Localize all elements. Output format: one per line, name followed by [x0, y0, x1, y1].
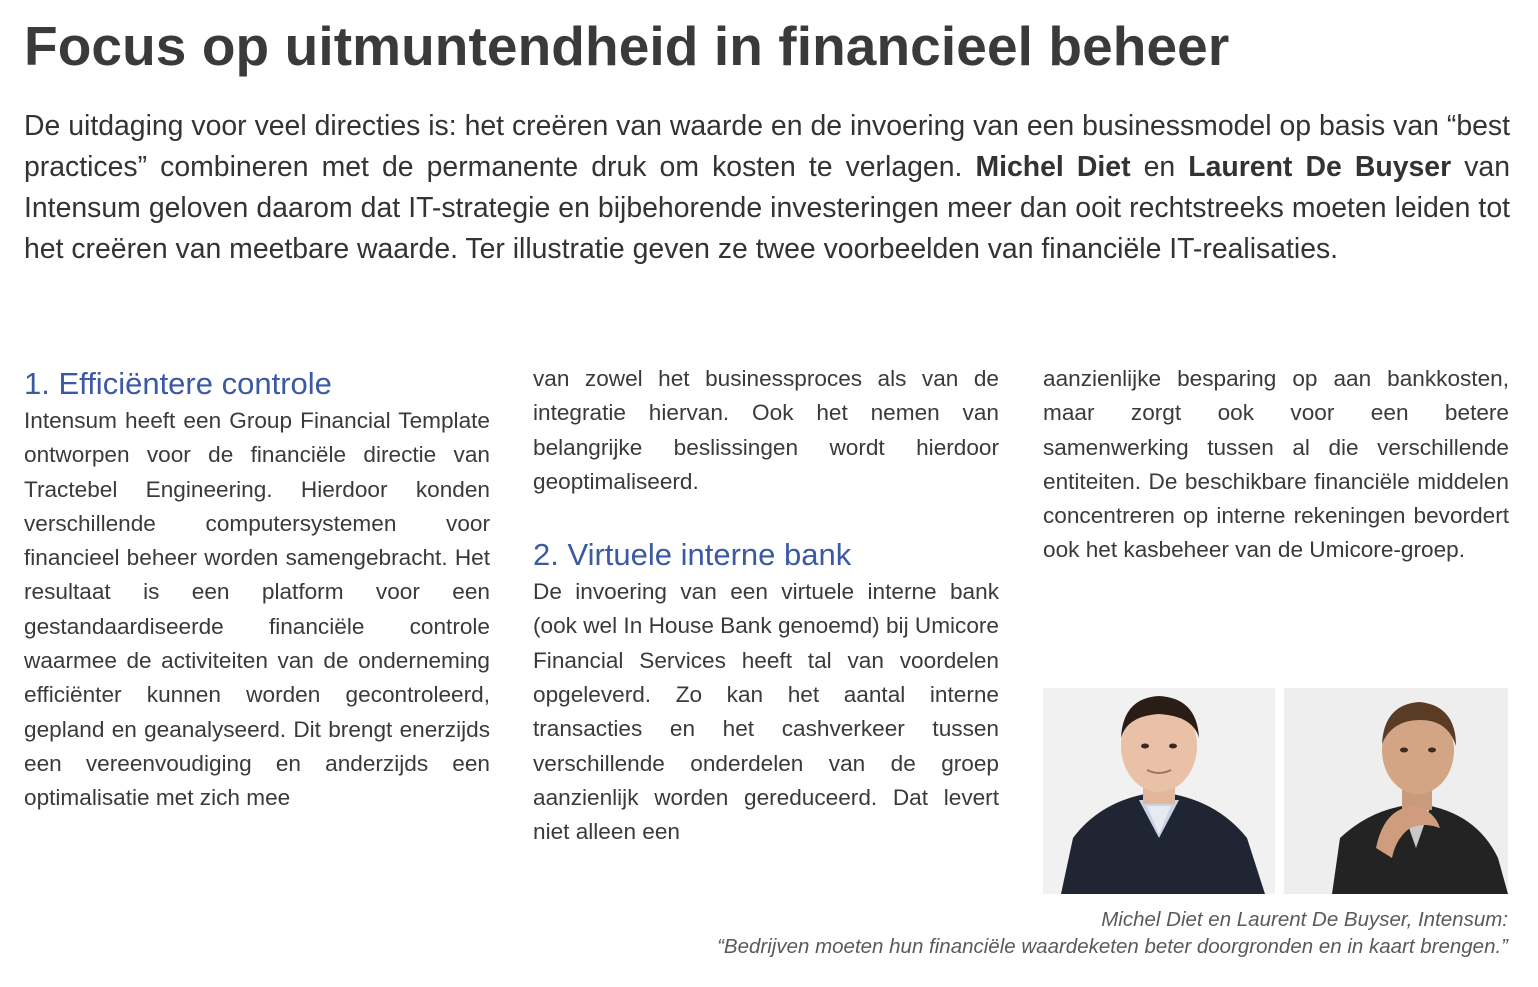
lead-text-3: van Intensum geloven daarom dat IT-strategie en bijbehorende investeringen meer dan ooit rechtstreeks moeten leiden tot het creëren van meetbare waarde. Ter illustratie geven ze twee voorbeelden van financiële IT-realisaties.	[24, 151, 1510, 265]
caption-line-1: Michel Diet en Laurent De Buyser, Intensum:	[1101, 908, 1508, 931]
column-3	[1043, 362, 1509, 568]
column-1	[24, 364, 490, 816]
article-title: Focus op uitmuntendheid in financieel beheer	[24, 15, 1230, 77]
lead-text-1: De uitdaging voor veel directies is: het creëren van waarde en de invoering van een businessmodel op basis van “best practices” combineren met de permanente druk om kosten te verlagen.	[24, 110, 1510, 183]
article-lead	[24, 106, 1510, 270]
lead-text-2: en	[1130, 151, 1189, 183]
portrait-illustration-1	[1043, 688, 1275, 894]
portrait-photo-laurent-de-buyser	[1284, 688, 1508, 894]
portrait-illustration-2	[1284, 688, 1508, 894]
section-body-virtuele-interne-bank: De invoering van een virtuele interne bank (ook wel In House Bank genoemd) bij Umicore Financial Services heeft tal van voordelen opgeleverd. Zo kan het aantal interne transacties en het cashverkeer tussen verschillende onderdelen van de groep aanzienlijk worden gereduceerd. Dat levert niet alleen een	[533, 579, 999, 845]
photo-caption	[560, 906, 1508, 960]
caption-line-2: “Bedrijven moeten hun financiële waardeketen beter doorgronden en in kaart brengen.”	[717, 935, 1508, 958]
lead-name-laurent-de-buyser: Laurent De Buyser	[1188, 151, 1452, 183]
column-2	[533, 362, 999, 850]
column-3-continuation: aanzienlijke besparing op aan bankkosten, maar zorgt ook voor een betere samenwerking tussen al die verschillende entiteiten. De beschikbare financiële middelen concentreren op interne rekeningen bevordert ook het kasbeheer van de Umicore-groep.	[1043, 366, 1509, 563]
column-2-continuation: van zowel het businessproces als van de integratie hiervan. Ook het nemen van belangrijke beslissingen wordt hierdoor geoptimaliseerd.	[533, 366, 999, 494]
section-body-efficientere-controle: Intensum heeft een Group Financial Template ontworpen voor de financiële directie van Tractebel Engineering. Hierdoor konden verschillende computersystemen voor financieel beheer worden samengebracht. Het resultaat is een platform voor een gestandaardiseerde financiële controle waarmee de activiteiten van de onderneming efficiënter kunnen worden gecontroleerd, gepland en geanalyseerd. Dit brengt enerzijds een vereenvoudiging en anderzijds een optimalisatie met zich mee	[24, 408, 490, 811]
section-heading-efficientere-controle: 1. Efficiëntere controle	[24, 366, 332, 401]
lead-name-michel-diet: Michel Diet	[975, 151, 1131, 183]
section-heading-virtuele-interne-bank: 2. Virtuele interne bank	[533, 537, 852, 573]
portrait-photo-michel-diet	[1043, 688, 1275, 894]
